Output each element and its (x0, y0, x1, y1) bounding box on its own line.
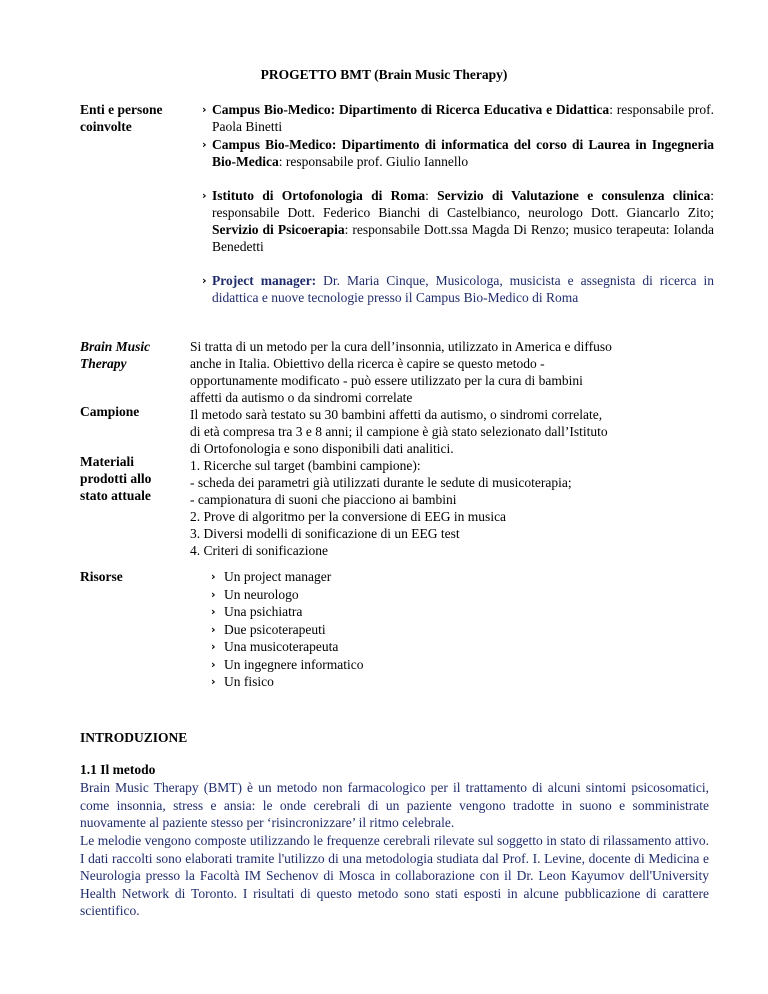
chevron-right-icon: › (211, 675, 216, 688)
list-item (211, 673, 363, 691)
label-bmt-line2: Therapy (80, 356, 127, 371)
body-line: anche in Italia. Obiettivo della ricerca è capire se questo metodo - (190, 356, 545, 371)
body-line: opportunamente modificato - può essere utilizzato per la cura di bambini (190, 373, 583, 388)
enti-item-3-service1: Servizio di Valutazione e consulenza clinica (437, 188, 711, 203)
method-paragraph-1: Brain Music Therapy (BMT) è un metodo non farmacologico per il trattamento di alcuni sintomi psicosomatici, come insonnia, stress e ansia: le onde cerebrali di un paziente vengono tradotte in suono e somministrate nuovamente al paziente stesso per ‘risincronizzare’ il ritmo celebrale. (80, 780, 709, 830)
chevron-right-icon: › (211, 605, 216, 618)
risorsa-label: Una psichiatra (224, 604, 303, 619)
section-heading-introduzione: INTRODUZIONE (80, 730, 188, 745)
label-risorse: Risorse (80, 569, 123, 584)
list-item (211, 621, 363, 639)
enti-item-3-org: Istituto di Ortofonologia di Roma (212, 188, 426, 203)
risorsa-label: Un neurologo (224, 586, 299, 602)
label-materiali-line1: Materiali (80, 454, 134, 469)
risorsa-label: Una musicoterapeuta (224, 639, 339, 654)
enti-item-1-detail: : responsabile prof. Paola Binetti (212, 102, 714, 134)
risorsa-label: Un ingegnere informatico (224, 656, 364, 672)
description-block (190, 338, 710, 559)
enti-item-2-org: Campus Bio-Medico: Dipartimento di informatica del corso di Laurea in Ingegneria Bio-Medica (212, 137, 714, 169)
list-item (211, 603, 363, 621)
enti-item-1-org: Campus Bio-Medico: Dipartimento di Ricerca Educativa e Didattica (212, 102, 610, 117)
chevron-right-icon: › (211, 587, 216, 601)
enti-item-4-role: Project manager: (212, 273, 317, 288)
page-title: PROGETTO BMT (Brain Music Therapy) (260, 67, 508, 82)
chevron-right-icon: › (202, 138, 207, 151)
chevron-right-icon: › (202, 274, 207, 287)
body-line: di età compresa tra 3 e 8 anni; il campione è già stato selezionato dall’Istituto (190, 424, 608, 439)
risorsa-label: Un fisico (224, 674, 274, 689)
body-line: 2. Prove di algoritmo per la conversione di EEG in musica (190, 509, 507, 524)
enti-item-4 (202, 272, 714, 306)
enti-item-3-service2: Servizio di Psicoerapia (212, 222, 345, 237)
list-item (211, 638, 363, 656)
enti-item-3-detail2: : responsabile Dott.ssa Magda Di Renzo; musico terapeuta: Iolanda Benedetti (212, 222, 714, 254)
enti-item-3 (202, 187, 714, 255)
method-paragraph-2: Le melodie vengono composte utilizzando le frequenze cerebrali rilevate sul soggetto in stato di rilassamento attivo. I dati raccolti sono elaborati tramite l'utilizzo di una metodologia studiata dal Prof. I. Levine, docente di Medicina e Neurologia presso la Facoltà IM Sechenov di Mosca in collaborazione con il Dr. Leon Kayumov dell'University Health Network di Toronto. I risultati di questo metodo sono stati esposti in alcune pubblicazione di carattere scientifico. (80, 833, 709, 918)
label-enti-line2: coinvolte (80, 119, 132, 134)
label-materiali-line2: prodotti allo (80, 471, 152, 486)
label-bmt-line1: Brain Music (80, 339, 151, 354)
chevron-right-icon: › (202, 103, 207, 116)
enti-item-3-detail1: : responsabile Dott. Federico Bianchi di Castelbianco, neurologo Dott. Giancarlo Zito; (212, 188, 714, 220)
chevron-right-icon: › (202, 189, 207, 202)
chevron-right-icon: › (211, 640, 216, 653)
risorsa-label: Due psicoterapeuti (224, 621, 326, 637)
enti-item-4-detail: Dr. Maria Cinque, Musicologa, musicista e assegnista di ricerca in didattica e nuove tecnologie presso il Campus Bio-Medico di Roma (212, 273, 714, 305)
enti-item-2-detail: : responsabile prof. Giulio Iannello (278, 154, 469, 169)
body-line: - scheda dei parametri già utilizzati durante le sedute di musicoterapia; (190, 475, 572, 490)
enti-item-1 (202, 101, 714, 135)
label-enti-line1: Enti e persone (80, 102, 163, 117)
list-item (211, 568, 363, 586)
chevron-right-icon: › (211, 570, 216, 583)
body-line: - campionatura di suoni che piacciono ai bambini (190, 492, 457, 507)
label-bmt (80, 338, 150, 372)
body-line: 4. Criteri di sonificazione (190, 543, 328, 558)
enti-item-2 (202, 136, 714, 170)
chevron-right-icon: › (211, 657, 216, 671)
enti-item-3-sep: : (425, 188, 438, 203)
list-item (211, 586, 363, 604)
chevron-right-icon: › (211, 622, 216, 636)
body-line: Il metodo sarà testato su 30 bambini affetti da autismo, o sindromi correlate, (190, 407, 603, 422)
risorsa-label: Un project manager (224, 569, 332, 584)
subsection-heading-metodo: 1.1 Il metodo (80, 762, 156, 777)
body-line: affetti da autismo o da sindromi correlate (190, 390, 413, 405)
label-materiali (80, 453, 151, 504)
label-enti (80, 101, 163, 135)
body-line: 3. Diversi modelli di sonificazione di un EEG test (190, 526, 460, 541)
list-item (211, 656, 364, 674)
body-line: 1. Ricerche sul target (bambini campione): (190, 458, 421, 473)
body-line: di Ortofonologia e sono disponibili dati analitici. (190, 441, 454, 456)
body-line: Si tratta di un metodo per la cura dell’insonnia, utilizzato in America e diffuso (190, 339, 612, 354)
risorse-list (211, 568, 364, 691)
label-materiali-line3: stato attuale (80, 488, 151, 503)
label-campione: Campione (80, 404, 140, 419)
